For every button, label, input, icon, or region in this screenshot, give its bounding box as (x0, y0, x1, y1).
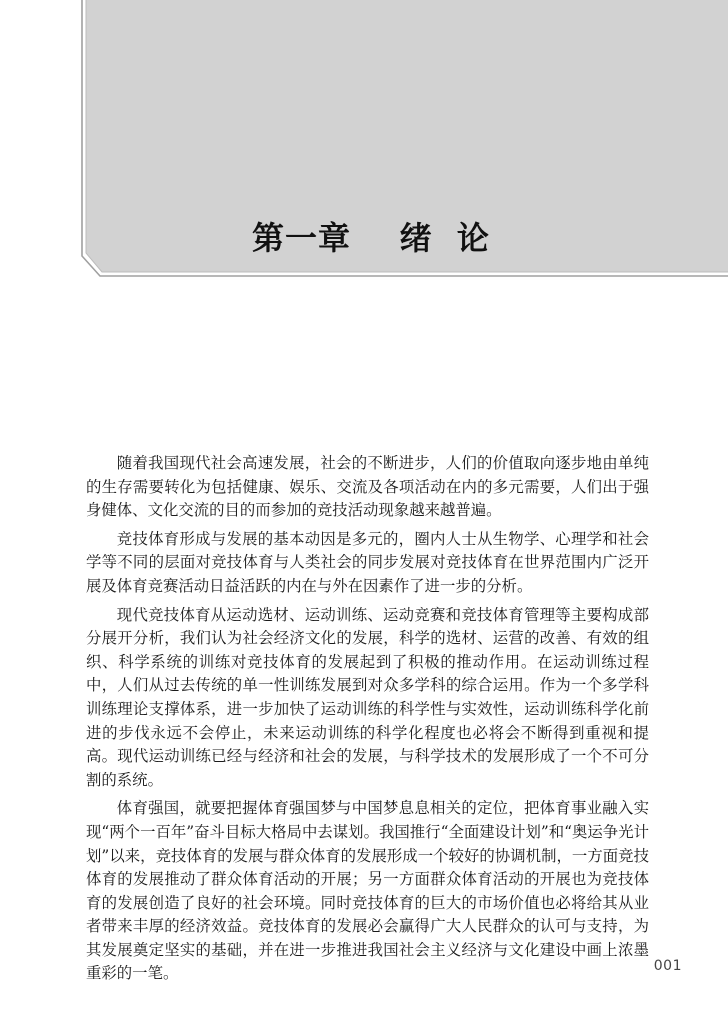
paragraph: 随着我国现代社会高速发展，社会的不断进步，人们的价值取向逐步地由单纯的生存需要转化为包括健康、娱乐、交流及各项活动在内的多元需要，人们出于强身健体、文化交流的目的而参加的竞技活动现象越来越普遍。 (86, 454, 649, 520)
paragraph: 现代竞技体育从运动选材、运动训练、运动竞赛和竞技体育管理等主要构成部分展开分析，我们认为社会经济文化的发展，科学的选材、运营的改善、有效的组织、科学系统的训练对竞技体育的发展起到了积极的推动作用。在运动训练过程中，人们从过去传统的单一性训练发展到对众多学科的综合运用。作为一个多学科训练理论支撑体系，进一步加快了运动训练的科学性与实效性，运动训练科学化前进的步伐永远不会停止，未来运动训练的科学化程度也必将会不断得到重视和提高。现代运动训练已经与经济和社会的发展，与科学技术的发展形成了一个不可分割的系统。 (86, 605, 649, 789)
chapter-title: 第一章 绪 论 (252, 219, 490, 257)
page-number: 001 (653, 958, 682, 974)
body-text (86, 452, 649, 991)
paragraph: 体育强国，就要把握体育强国梦与中国梦息息相关的定位，把体育事业融入实现“两个一百年”奋斗目标大格局中去谋划。我国推行“全面建设计划”和“奥运争光计划”以来，竞技体育的发展与群众体育的发展形成一个较好的协调机制，一方面竞技体育的发展推动了群众体育活动的开展；另一方面群众体育活动的开展也为竞技体育的发展创造了良好的社会环境。同时竞技体育的巨大的市场价值也必将给其从业者带来丰厚的经济效益。竞技体育的发展必会赢得广大人民群众的认可与支持，为其发展奠定坚实的基础，并在进一步推进我国社会主义经济与文化建设中画上浓墨重彩的一笔。 (86, 799, 649, 983)
paragraph: 竞技体育形成与发展的基本动因是多元的，圈内人士从生物学、心理学和社会学等不同的层面对竞技体育与人类社会的同步发展对竞技体育在世界范围内广泛开展及体育竞赛活动日益活跃的内在与外在因素作了进一步的分析。 (86, 529, 649, 595)
